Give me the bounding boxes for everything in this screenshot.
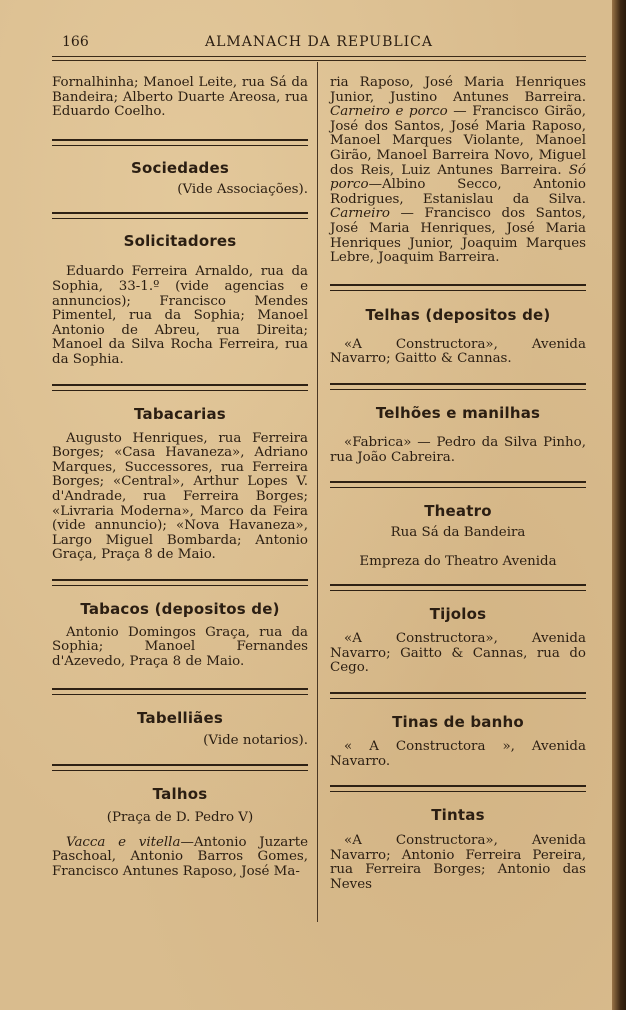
- heading-tabacos: Tabacos (depositos de): [80, 599, 280, 618]
- tabacarias-text: Augusto Henriques, rua Ferreira Borges; «Casa Havaneza», Adriano Marques, Successores, rua Ferreira Borges; «Central», Arthur Lopes V. d'Andrade, rua Ferreira Borges; «Livraria Moderna», Marco da Feira (vide annuncio); «Nova Havaneza», Largo Miguel Bombarda; Antonio Graça, Praça 8 de Maio.: [52, 430, 308, 563]
- right-column: [330, 76, 586, 893]
- sociedades-ref: (Vide Associações).: [177, 181, 308, 197]
- talhos-sub: (Praça de D. Pedro V): [106, 810, 254, 826]
- section-rule: [52, 212, 308, 219]
- tinas-text: « A Constructora », Avenida Navarro.: [330, 739, 586, 769]
- heading-sociedades: Sociedades: [130, 158, 229, 177]
- page-number: 166: [62, 34, 89, 50]
- section-rule: [330, 692, 586, 699]
- tabacos-text: Antonio Domingos Graça, rua da Sophia; Manoel Fernandes d'Azevedo, Praça 8 de Maio.: [52, 624, 308, 670]
- label-carneiro: Carneiro: [330, 206, 390, 222]
- talhos-text: [52, 836, 308, 880]
- section-rule: [52, 384, 308, 391]
- label-so-porco: Só porco: [330, 162, 586, 193]
- label-carneiro-porco: Carneiro e porco: [330, 104, 448, 120]
- page-header: [52, 34, 586, 56]
- section-rule: [330, 481, 586, 488]
- heading-tabacarias: Tabacarias: [134, 404, 226, 423]
- heading-tabelliaes: Tabelliães: [137, 708, 223, 727]
- heading-solicitadores: Solicitadores: [123, 232, 237, 251]
- tintas-text: «A Constructora», Avenida Navarro; Antonio Ferreira Pereira, rua Ferreira Borges; Antonio das Neves: [330, 833, 586, 893]
- theatro-company: Empreza do Theatro Avenida: [359, 553, 557, 569]
- talhos-body: —Antonio Juzarte Paschoal, Antonio Barros Gomes, Francisco Antunes Raposo, José Ma-: [52, 834, 308, 880]
- heading-theatro: Theatro: [424, 502, 492, 521]
- theatro-address: Rua Sá da Bandeira: [390, 525, 526, 541]
- left-column: [52, 76, 308, 880]
- cont-text-1: ria Raposo, José Maria Henriques Junior, Justino Antunes Barreira.: [330, 75, 586, 105]
- telhoes-text: «Fabrica» — Pedro da Silva Pinho, rua João Cabreira.: [330, 434, 586, 465]
- header-rule: [52, 56, 586, 61]
- section-rule: [52, 688, 308, 695]
- section-rule: [52, 764, 308, 771]
- heading-telhas: Telhas (depositos de): [365, 305, 551, 324]
- section-rule: [330, 785, 586, 792]
- heading-telhoes: Telhões e manilhas: [375, 403, 541, 422]
- cont-text-3: —Albino Secco, Antonio Rodrigues, Estanislau da Silva.: [330, 177, 586, 207]
- tijolos-text: «A Constructora», Avenida Navarro; Gaitto & Cannas, rua do Cego.: [330, 631, 586, 676]
- heading-tijolos: Tijolos: [429, 605, 487, 624]
- tabelliaes-ref: (Vide notarios).: [203, 732, 308, 748]
- talhos-label: Vacca e vitella: [66, 834, 181, 850]
- column-divider: [317, 62, 318, 922]
- book-spine: [612, 0, 626, 1010]
- telhas-text: «A Constructora», Avenida Navarro; Gaitto & Cannas.: [330, 336, 586, 367]
- section-rule: [52, 139, 308, 146]
- heading-tinas: Tinas de banho: [392, 713, 524, 732]
- talhos-continuation: [330, 76, 586, 266]
- section-rule: [52, 579, 308, 586]
- heading-talhos: Talhos: [152, 785, 208, 804]
- solicitadores-text: Eduardo Ferreira Arnaldo, rua da Sophia, 33-1.º (vide agencias e annuncios); Francisco Mendes Pimentel, rua da Sophia; Manoel Antonio de Abreu, rua Direita; Manoel da Silva Rocha Ferreira, rua da Sophia.: [52, 264, 308, 367]
- cont-text-2: — Francisco Girão, José dos Santos, José Maria Raposo, Manoel Marques Violante, Manoel Girão, Manoel Barreira Novo, Miguel dos Reis, Luiz Antunes Barreira.: [330, 104, 587, 178]
- section-rule: [330, 584, 586, 591]
- section-rule: [330, 383, 586, 390]
- heading-tintas: Tintas: [431, 806, 485, 825]
- intro-paragraph: Fornalhinha; Manoel Leite, rua Sá da Bandeira; Alberto Duarte Areosa, rua Eduardo Coelho.: [52, 75, 308, 120]
- running-title: ALMANACH DA REPUBLICA: [204, 34, 434, 50]
- cont-text-4: — Francisco dos Santos, José Maria Henriques, José Maria Henriques Junior, Joaquim Marques Lebre, Joaquim Barreira.: [330, 206, 586, 266]
- section-rule: [330, 284, 586, 291]
